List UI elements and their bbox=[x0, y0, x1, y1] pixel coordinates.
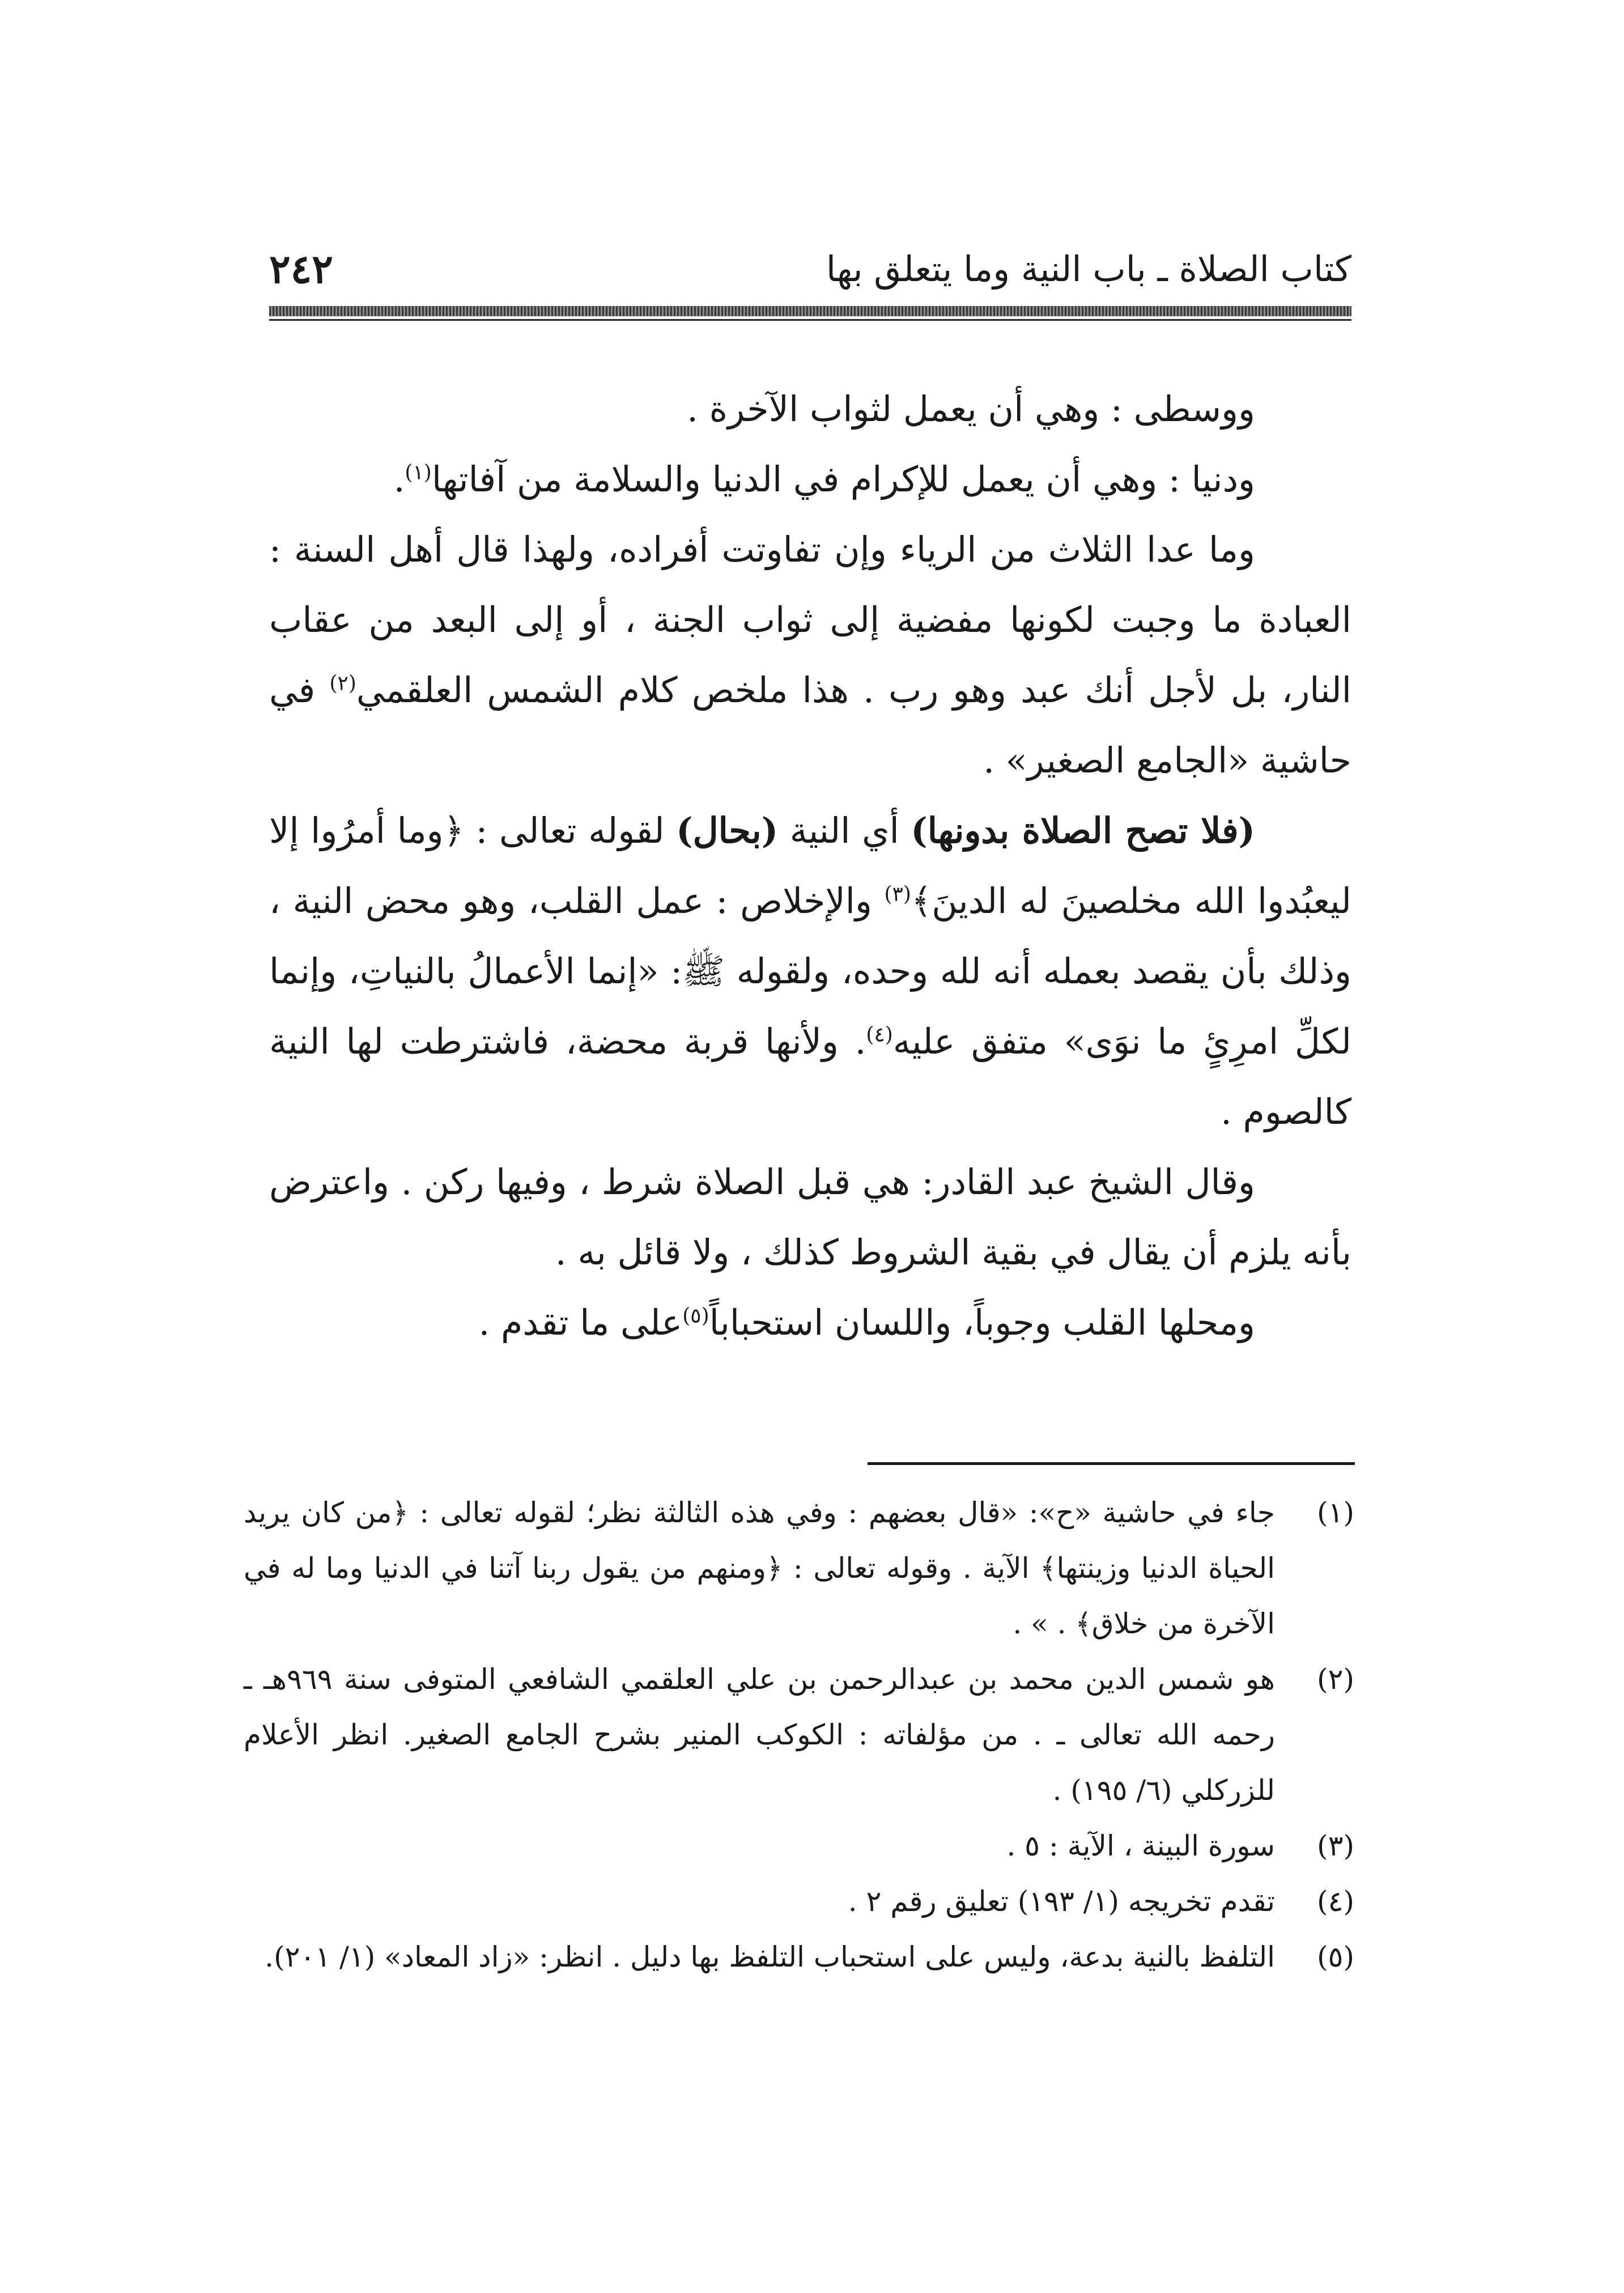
paragraph-6 bbox=[269, 1288, 1351, 1358]
paragraph-2-end: . bbox=[393, 458, 405, 500]
paragraph-5: وقال الشيخ عبد القادر: هي قبل الصلاة شرط ، وفيها ركن . واعترض بأنه يلزم أن يقال في بقية الشروط كذلك ، ولا قائل به . bbox=[269, 1161, 1351, 1273]
page-number: ٢٤٢ bbox=[269, 245, 333, 292]
paragraph-3-text: وما عدا الثلاث من الرياء وإن تفاوتت أفراده، ولهذا قال أهل السنة : العبادة ما وجبت لكونها مفضية إلى ثواب الجنة ، أو إلى البعد من عقاب النار، بل لأجل أنك عبد وهو رب . هذا ملخص كلام الشمس العلقمي bbox=[269, 529, 1352, 711]
footnote-separator bbox=[868, 1462, 1355, 1465]
footnote-5 bbox=[244, 1929, 1354, 1985]
footnote-ref-2[interactable]: (٢) bbox=[329, 672, 356, 695]
paragraph-4-text: لقوله تعالى : ﴿وما أمرُوا إلا ليعبُدوا الله مخلصينَ له الدينَ﴾ bbox=[269, 810, 1351, 922]
footnote-number: (٣) bbox=[1317, 1829, 1354, 1862]
footnote-1 bbox=[244, 1485, 1354, 1651]
paragraph-3-end: في حاشية «الجامع الصغير» . bbox=[269, 669, 1351, 781]
footnote-text: التلفظ بالنية بدعة، وليس على استحباب التلفظ بها دليل . انظر: «زاد المعاد» (١/ ٢٠١). bbox=[265, 1940, 1275, 1973]
running-header bbox=[269, 238, 1351, 300]
paragraph-4-text-2: والإخلاص : عمل القلب، وهو محض النية ، وذلك بأن يقصد بعمله أنه لله وحده، ولقوله ﷺ: «إنما الأعمالُ بالنياتِ، وإنما لكلِّ امرِئٍ ما نوَى» متفق عليه bbox=[269, 880, 1352, 1062]
footnote-number: (٤) bbox=[1317, 1885, 1354, 1918]
matn-phrase-1: (فلا تصح الصلاة بدونها) bbox=[911, 810, 1255, 851]
footnote-ref-5[interactable]: (٥) bbox=[682, 1304, 709, 1328]
chapter-title: كتاب الصلاة ـ باب النية وما يتعلق بها bbox=[826, 248, 1351, 290]
footnote-4 bbox=[244, 1874, 1354, 1929]
footnote-text: جاء في حاشية «ح»: «قال بعضهم : وفي هذه الثالثة نظر؛ لقوله تعالى : ﴿من كان يريد الحياة الدنيا وزينتها﴾ الآية . وقوله تعالى : ﴿ومنهم من يقول ربنا آتنا في الدنيا وما له في الآخرة من خلاق﴾ . » . bbox=[244, 1496, 1275, 1640]
paragraph-1: ووسطى : وهي أن يعمل لثواب الآخرة . bbox=[687, 388, 1255, 430]
footnotes bbox=[244, 1485, 1354, 1985]
footnote-text: تقدم تخريجه (١/ ١٩٣) تعليق رقم ٢ . bbox=[848, 1885, 1275, 1918]
paragraph-4 bbox=[269, 796, 1351, 1147]
header-rule bbox=[269, 306, 1351, 316]
paragraph-6-text: ومحلها القلب وجوباً، واللسان استحباباً bbox=[709, 1302, 1255, 1343]
paragraph-2-text: ودنيا : وهي أن يعمل للإكرام في الدنيا والسلامة من آفاتها bbox=[431, 458, 1255, 500]
paragraph-4-end: . ولأنها قربة محضة، فاشترطت لها النية كالصوم . bbox=[269, 1021, 1351, 1132]
footnote-number: (٢) bbox=[1317, 1663, 1354, 1696]
footnote-text: هو شمس الدين محمد بن عبدالرحمن بن علي العلقمي الشافعي المتوفى سنة ٩٦٩هـ ـ رحمه الله تعالى ـ . من مؤلفاته : الكوكب المنير بشرح الجامع الصغير. انظر الأعلام للزركلي (٦/ ١٩٥) . bbox=[244, 1663, 1276, 1807]
footnote-number: (١) bbox=[1317, 1496, 1354, 1529]
footnote-number: (٥) bbox=[1317, 1940, 1354, 1973]
footnote-ref-1[interactable]: (١) bbox=[405, 461, 432, 485]
paragraph-2 bbox=[269, 444, 1351, 515]
footnote-2 bbox=[244, 1651, 1354, 1818]
paragraph-4-mid: أي النية bbox=[778, 810, 911, 851]
footnote-ref-4[interactable]: (٤) bbox=[866, 1023, 893, 1047]
paragraph-3 bbox=[269, 515, 1351, 796]
matn-phrase-2: (بحال) bbox=[676, 810, 779, 851]
footnote-ref-3[interactable]: (٣) bbox=[884, 882, 911, 906]
main-text bbox=[269, 374, 1351, 1358]
footnote-3 bbox=[244, 1818, 1354, 1874]
footnote-text: سورة البينة ، الآية : ٥ . bbox=[1006, 1829, 1275, 1862]
paragraph-6-end: على ما تقدم . bbox=[478, 1302, 683, 1343]
